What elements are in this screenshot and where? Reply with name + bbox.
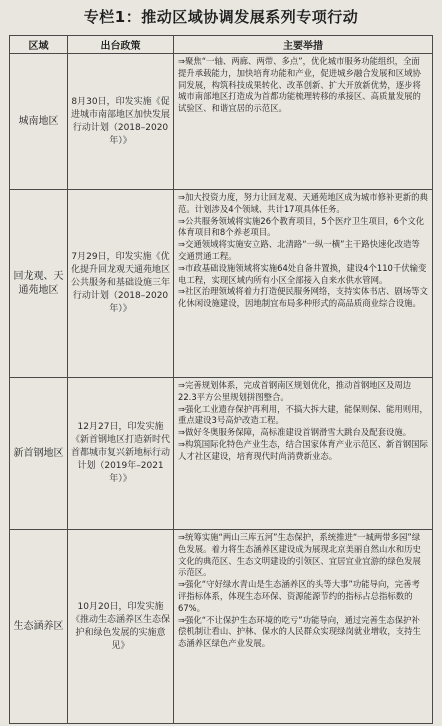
row-policy: 10月20日，印发实施《推动生态涵养区生态保护和绿色发展的实施意见》 xyxy=(68,530,174,724)
header-region: 区域 xyxy=(10,36,68,54)
table-header-row xyxy=(10,36,433,54)
row-measures xyxy=(174,378,433,530)
header-policy: 出台政策 xyxy=(68,36,174,54)
table-row xyxy=(10,530,433,724)
table-row xyxy=(10,378,433,530)
measure-item: ⇒市政基础设施领域将实施64处自备井置换，建设4个110千伏输变电工程，实现区域内所有小区全部接入自来水供水管网。 xyxy=(178,262,427,285)
row-measures xyxy=(174,54,433,190)
measure-item: ⇒加大投资力度，努力让回龙观、天通苑地区成为城市修补更新的典范。计划涉及4个领域、共计17项具体任务。 xyxy=(178,192,428,214)
measure-item: ⇒统筹实施“两山三库五河”生态保护，系统推进“一城两带多园”绿色发展。着力将生态涵养区建设成为展现北京美丽自然山水和历史文化的典范区、生态文明建设的引领区、宜居宜业宜游的绿色发展示范区。 xyxy=(178,532,421,578)
row-policy: 7月29日，印发实施《优化提升回龙观天通苑地区公共服务和基础设施三年行动计划（2018–2020年）》 xyxy=(68,190,174,378)
header-measures: 主要举措 xyxy=(174,36,433,54)
measure-item: ⇒做好冬奥服务保障，高标准建设首钢滑雪大跳台及配套设施。 xyxy=(178,427,412,438)
row-region: 生态涵养区 xyxy=(10,530,68,724)
measure-item: ⇒构筑国际化特色产业生态，结合国家体育产业示范区、新首钢国际人才社区建设，培育现代时尚消费新业态。 xyxy=(178,438,428,461)
row-region: 新首钢地区 xyxy=(10,378,68,530)
measure-item: ⇒社区治理领域将着力打造便民服务网络，支持实体书店、剧场等文化休闲设施建设，因地制宜布局多种形式的高品质商业综合设施。 xyxy=(178,286,428,309)
row-region: 回龙观、天通苑地区 xyxy=(10,190,68,378)
measure-item: ⇒公共服务领域将实施26个教育项目，5个医疗卫生项目，6个文化体育项目和8个养老项目。 xyxy=(178,215,425,238)
measure-item: ⇒强化“不让保护生态环境的吃亏”功能导向，通过完善生态保护补偿机制让看山、护林、保水的人民群众实现绿岗就业增收，支持生态涵养区绿色产业发展。 xyxy=(178,614,421,649)
measure-item: ⇒强化“守好绿水青山是生态涵养区的头等大事”功能导向，完善考评指标体系，体现生态环保、资源能源节约的指标占总指标数的67%。 xyxy=(178,579,420,613)
measure-item: ⇒聚焦“一轴、两廊、两带、多点”，优化城市服务功能组织，全面提升承载能力，加快培育功能和产业，促进城乡融合发展和区域协同发展，构筑科技成果转化、改革创新、扩大开放新优势，逐步将城市南部地区打造成为首都功能梳理转移的承接区、高质量发展的试验区、和谐宜居的示范区。 xyxy=(178,56,421,114)
row-region: 城南地区 xyxy=(10,54,68,190)
row-measures xyxy=(174,190,433,378)
row-measures xyxy=(174,530,433,724)
measure-item: ⇒强化工业遗存保护再利用，不搞大拆大建，能保则保、能用则用，重点建设3号高炉改造工程。 xyxy=(178,403,428,426)
table-row xyxy=(10,190,433,378)
table-row xyxy=(10,54,433,190)
measure-item: ⇒完善规划体系，完成首钢南区规划优化，推动首钢地区及周边22.3平方公里规划拼图整合。 xyxy=(178,380,412,402)
policy-table xyxy=(9,35,433,724)
measure-item: ⇒交通领域将实施安立路、北清路“一纵一横”主干路快速化改造等交通贯通工程。 xyxy=(178,239,420,261)
column-title: 专栏1：推动区域协调发展系列专项行动 xyxy=(83,8,359,26)
row-policy: 8月30日，印发实施《促进城市南部地区加快发展行动计划（2018–2020年）》 xyxy=(68,54,174,190)
row-policy: 12月27日，印发实施《新首钢地区打造新时代首都城市复兴新地标行动计划（2019年–2021年）》 xyxy=(68,378,174,530)
